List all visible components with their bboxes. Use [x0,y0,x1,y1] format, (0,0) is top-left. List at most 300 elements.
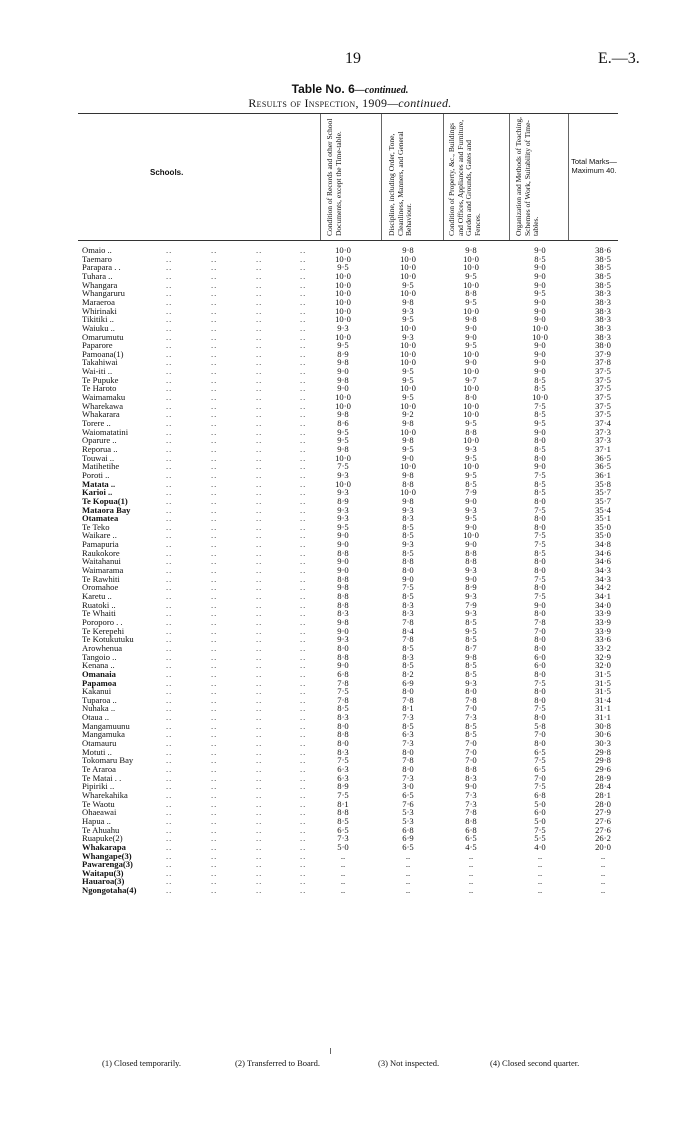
school-name: Waitahanui [82,556,121,567]
leader-dots: .. [166,253,173,264]
school-name: Tikitiki .. [82,314,114,325]
school-name: Ruatoki .. [82,599,116,610]
leader-dots: .. [300,400,307,411]
records-mark: 6·8 [337,668,349,679]
property-mark: 8·5 [465,616,477,627]
organization-mark: 8·0 [534,582,546,593]
leader-dots: .. [166,383,173,394]
property-mark: 8·5 [465,729,477,740]
leader-dots: .. [300,495,307,506]
total-mark: 30·6 [595,729,611,740]
total-mark: 35·4 [595,504,611,515]
leader-dots: .. [256,850,263,861]
discipline-mark: 8·4 [402,625,414,636]
total-mark: 35·1 [595,513,611,524]
school-name: Pipiriki .. [82,781,115,792]
discipline-mark: .. [405,867,411,878]
leader-dots: .. [211,807,218,818]
leader-dots: .. [256,495,263,506]
leader-dots: .. [300,876,307,887]
school-name: Mataora Bay [82,504,131,515]
property-mark: 8·8 [465,764,477,774]
leader-dots: .. [211,642,218,653]
property-mark: 9·0 [465,781,477,792]
discipline-mark: 8·0 [402,746,414,757]
organization-mark: 9·5 [534,288,546,299]
property-mark: 9·0 [465,322,477,333]
school-name: Wharekahika [82,789,128,800]
records-mark: 9·0 [337,660,349,671]
discipline-mark: 8·5 [402,547,414,558]
leader-dots: .. [211,279,218,290]
total-mark: 38·3 [595,322,611,333]
property-mark: 8·8 [465,426,477,437]
total-mark: 33·9 [595,625,611,636]
total-mark: 38·6 [595,245,611,255]
leader-dots: .. [256,616,263,627]
organization-mark: 4·0 [534,841,546,852]
records-mark: 9·0 [337,530,349,541]
property-mark: 8·0 [465,392,477,403]
records-mark: 9·8 [337,409,349,420]
school-name: Mangamuka [82,729,125,740]
leader-dots: .. [211,392,218,403]
leader-dots: .. [256,694,263,705]
leader-dots: .. [256,478,263,489]
records-mark: 8·9 [337,495,349,506]
discipline-mark: 9·8 [402,435,414,446]
leader-dots: .. [166,867,173,878]
discipline-mark: .. [405,850,411,861]
leader-dots: .. [211,461,218,472]
records-mark: 9·8 [337,443,349,454]
leader-dots: .. [211,677,218,688]
leader-dots: .. [300,452,307,463]
leader-dots: .. [211,565,218,576]
school-name: Whirinaki [82,305,117,316]
leader-dots: .. [300,859,307,870]
school-name: Whangape(3) [82,850,132,861]
discipline-mark: 10·0 [400,461,416,472]
organization-mark: 9·0 [534,245,546,255]
total-mark: 34·1 [595,591,611,601]
leader-dots: .. [166,789,173,800]
property-mark: 9·3 [465,591,477,601]
leader-dots: .. [166,729,173,740]
property-mark: 9·0 [465,331,477,342]
leader-dots: .. [166,279,173,290]
total-mark: 38·5 [595,253,611,264]
total-mark: 28·4 [595,781,611,792]
organization-mark: 9·0 [534,305,546,316]
total-mark: 38·3 [595,305,611,316]
leader-dots: .. [256,400,263,411]
column-separator [381,114,382,240]
discipline-mark: 7·3 [402,772,414,783]
leader-dots: .. [166,262,173,273]
records-mark: 7·5 [337,686,349,697]
organization-mark: .. [537,850,543,861]
leader-dots: .. [300,270,307,281]
leader-dots: .. [211,504,218,515]
leader-dots: .. [300,807,307,818]
school-name: Papamoa [82,677,117,688]
organization-mark: 7·5 [534,781,546,792]
property-mark: 9·3 [465,608,477,619]
discipline-mark: 9·3 [402,504,414,515]
leader-dots: .. [256,625,263,636]
organization-mark: 8·5 [534,409,546,420]
leader-dots: .. [300,824,307,835]
leader-dots: .. [211,720,218,731]
total-mark: 31·5 [595,677,611,688]
leader-dots: .. [300,357,307,368]
organization-mark: 10·0 [532,322,548,333]
leader-dots: .. [166,288,173,299]
total-mark: 38·5 [595,279,611,290]
discipline-mark: 8·8 [402,478,414,489]
organization-mark: 7·0 [534,625,546,636]
property-mark: 7·3 [465,712,477,723]
school-name: Matata .. [82,478,116,489]
leader-dots: .. [166,418,173,428]
leader-dots: .. [256,746,263,757]
total-mark: 20·0 [595,841,611,852]
leader-dots: .. [211,262,218,273]
leader-dots: .. [166,374,173,385]
property-mark: 9·5 [465,340,477,351]
leader-dots: .. [300,469,307,480]
total-mark: 37·8 [595,357,611,368]
organization-mark: .. [537,867,543,878]
table-title-main: Table No. 6 [291,82,355,96]
organization-mark: 7·5 [534,703,546,714]
discipline-mark: 9·3 [402,305,414,316]
leader-dots: .. [300,487,307,498]
total-mark: 34·3 [595,573,611,584]
school-name: Whakarara [82,409,120,420]
leader-dots: .. [211,833,218,844]
leader-dots: .. [300,279,307,290]
organization-mark: 8·0 [534,668,546,679]
page-number: 19 [345,50,361,67]
leader-dots: .. [256,504,263,515]
leader-dots: .. [211,625,218,636]
leader-dots: .. [256,729,263,740]
leader-dots: .. [166,703,173,714]
records-mark: 10·0 [335,452,351,463]
leader-dots: .. [256,824,263,835]
leader-dots: .. [211,366,218,377]
school-name: Waikare .. [82,530,117,541]
leader-dots: .. [166,591,173,601]
organization-mark: 7·5 [534,539,546,550]
total-mark: 38·3 [595,288,611,299]
total-mark: 38·3 [595,314,611,325]
discipline-mark: 9·8 [402,418,414,428]
total-mark: 34·0 [595,599,611,610]
school-name: Te Araroa [82,764,116,774]
leader-dots: .. [256,530,263,541]
records-mark: 6·5 [337,824,349,835]
leader-dots: .. [300,513,307,524]
leader-dots: .. [300,573,307,584]
leader-dots: .. [211,322,218,333]
total-mark: 29·8 [595,746,611,757]
property-mark: 10·0 [463,461,479,472]
discipline-mark: 10·0 [400,357,416,368]
total-mark: 37·1 [595,443,611,454]
leader-dots: .. [256,314,263,325]
property-mark: 7·3 [465,789,477,800]
total-mark: 33·9 [595,608,611,619]
organization-mark: 7·5 [534,400,546,411]
leader-dots: .. [211,305,218,316]
organization-mark: 9·0 [534,461,546,472]
leader-dots: .. [300,841,307,852]
school-name: Tuhara .. [82,270,113,281]
organization-mark: 7·5 [534,677,546,688]
discipline-mark: 8·3 [402,608,414,619]
footnote-3: (3) Not inspected. [378,1058,440,1068]
discipline-mark: 8·5 [402,591,414,601]
discipline-mark: 9·3 [402,539,414,550]
leader-dots: .. [166,478,173,489]
leader-dots: .. [256,322,263,333]
property-mark: 8·9 [465,582,477,593]
organization-mark: 8·0 [534,738,546,749]
column-separator [320,114,321,240]
leader-dots: .. [300,392,307,403]
total-mark: 38·3 [595,331,611,342]
property-mark: 7·3 [465,798,477,809]
total-mark: 38·5 [595,262,611,273]
school-name: Karioi .. [82,487,113,498]
leader-dots: .. [300,556,307,567]
leader-dots: .. [211,573,218,584]
discipline-mark: 9·5 [402,374,414,385]
discipline-mark: 9·3 [402,331,414,342]
property-mark: 9·5 [465,469,477,480]
table-subtitle-continued: —continued. [387,96,452,110]
property-mark: 10·0 [463,400,479,411]
leader-dots: .. [256,703,263,714]
footnote-4: (4) Closed second quarter. [490,1058,580,1068]
leader-dots: .. [211,400,218,411]
leader-dots: .. [166,634,173,645]
leader-dots: .. [256,547,263,558]
organization-mark: 7·5 [534,824,546,835]
leader-dots: .. [300,530,307,541]
school-name: Reporua .. [82,443,118,454]
records-mark: 9·3 [337,322,349,333]
records-mark: .. [340,876,346,887]
leader-dots: .. [300,314,307,325]
leader-dots: .. [300,599,307,610]
discipline-mark: 8·3 [402,599,414,610]
leader-dots: .. [256,452,263,463]
property-mark: 7·8 [465,807,477,818]
table-title [0,82,700,96]
leader-dots: .. [166,513,173,524]
discipline-mark: 8·5 [402,720,414,731]
school-name: Parapara . . [82,262,121,273]
leader-dots: .. [211,755,218,766]
school-name: Pamapuria [82,539,119,550]
leader-dots: .. [256,262,263,273]
school-name: Oparure .. [82,435,117,446]
school-name: Pamoana(1) [82,348,124,359]
leader-dots: .. [211,245,218,255]
school-name: Wharekawa [82,400,124,411]
leader-dots: .. [256,651,263,662]
leader-dots: .. [256,556,263,567]
table-row [78,886,623,895]
leader-dots: .. [211,288,218,299]
property-mark: 7·0 [465,755,477,766]
document-reference: E.—3. [598,50,640,67]
leader-dots: .. [211,841,218,852]
total-mark: 28·9 [595,772,611,783]
header-property: Condition of Property, &c., Buildings and Offices, Appliances and Furniture, Garden and Grounds, Gates and Fences. [447,119,482,236]
records-mark: 9·0 [337,539,349,550]
school-name: Tangoio .. [82,651,117,662]
school-name: Taemaro [82,253,112,264]
leader-dots: .. [300,348,307,359]
leader-dots: .. [211,859,218,870]
school-name: Te Pupuke [82,374,119,385]
records-mark: .. [340,885,346,896]
records-mark: 7·5 [337,461,349,472]
leader-dots: .. [256,764,263,774]
leader-dots: .. [211,340,218,351]
leader-dots: .. [300,539,307,550]
discipline-mark: 7·8 [402,755,414,766]
school-name: Otaua .. [82,712,109,723]
leader-dots: .. [256,859,263,870]
total-mark: 38·3 [595,296,611,307]
leader-dots: .. [211,867,218,878]
leader-dots: .. [166,885,173,896]
leader-dots: .. [211,452,218,463]
property-mark: 4·5 [465,841,477,852]
leader-dots: .. [166,556,173,567]
leader-dots: .. [300,296,307,307]
organization-mark: 8·0 [534,686,546,697]
records-mark: 10·0 [335,314,351,325]
property-mark: 9·8 [465,245,477,255]
records-mark: 10·0 [335,253,351,264]
organization-mark: 8·0 [534,521,546,532]
total-mark: 34·3 [595,565,611,576]
school-name: Arowhenua [82,642,123,653]
leader-dots: .. [300,833,307,844]
leader-dots: .. [166,668,173,679]
leader-dots: .. [300,686,307,697]
total-mark: 37·5 [595,374,611,385]
school-name: Waitapu(3) [82,867,124,878]
discipline-mark: 9·8 [402,296,414,307]
organization-mark: 9·0 [534,357,546,368]
organization-mark: 8·0 [534,642,546,653]
records-mark: 9·8 [337,616,349,627]
leader-dots: .. [166,565,173,576]
header-bottom-rule [78,240,618,241]
column-separator [443,114,444,240]
organization-mark: 7·5 [534,469,546,480]
school-name: Te Matai . . [82,772,122,783]
discipline-mark: 9·0 [402,573,414,584]
property-mark: 9·8 [465,314,477,325]
organization-mark: 7·0 [534,772,546,783]
school-name: Omanaia [82,668,116,679]
organization-mark: 9·0 [534,366,546,377]
total-mark: 34·8 [595,539,611,550]
organization-mark: 6·5 [534,746,546,757]
leader-dots: .. [300,409,307,420]
leader-dots: .. [166,322,173,333]
leader-dots: .. [300,426,307,437]
discipline-mark: 6·5 [402,789,414,800]
records-mark: 10·0 [335,245,351,255]
organization-mark: 5·5 [534,833,546,844]
school-name: Omarumutu [82,331,124,342]
total-mark: 37·5 [595,400,611,411]
records-mark: 9·8 [337,374,349,385]
leader-dots: .. [166,599,173,610]
leader-dots: .. [211,418,218,428]
leader-dots: .. [256,798,263,809]
leader-dots: .. [166,521,173,532]
leader-dots: .. [300,521,307,532]
property-mark: 8·5 [465,720,477,731]
property-mark: 6·5 [465,833,477,844]
total-mark: 31·5 [595,686,611,697]
leader-dots: .. [166,426,173,437]
property-mark: 9·0 [465,521,477,532]
leader-dots: .. [166,296,173,307]
school-name: Te Kopua(1) [82,495,128,506]
organization-mark: 9·0 [534,279,546,290]
total-mark: 26·2 [595,833,611,844]
leader-dots: .. [211,348,218,359]
leader-dots: .. [256,366,263,377]
leader-dots: .. [300,642,307,653]
header-discipline: Discipline, including Order, Tone, Cleanliness, Manners, and General Behaviour. [387,131,413,236]
school-name: Tuparoa .. [82,694,117,705]
school-name: Raukokore [82,547,120,558]
school-name: Waiomatatini [82,426,129,437]
organization-mark: 8·5 [534,253,546,264]
organization-mark: 8·0 [534,634,546,645]
leader-dots: .. [166,720,173,731]
school-name: Takahiwai [82,357,118,368]
records-mark: 8·1 [337,798,349,809]
leader-dots: .. [256,374,263,385]
leader-dots: .. [300,738,307,749]
leader-dots: .. [256,573,263,584]
leader-dots: .. [211,815,218,826]
property-mark: 9·3 [465,504,477,515]
column-rule-end [330,1048,332,1054]
records-mark: 5·0 [337,841,349,852]
property-mark: 8·7 [465,642,477,653]
header-records: Condition of Records and other School Documents, except the Time-table. [325,118,343,236]
property-mark: 10·0 [463,383,479,394]
total-mark: .. [600,859,606,870]
leader-dots: .. [166,357,173,368]
records-mark: 8·6 [337,418,349,428]
